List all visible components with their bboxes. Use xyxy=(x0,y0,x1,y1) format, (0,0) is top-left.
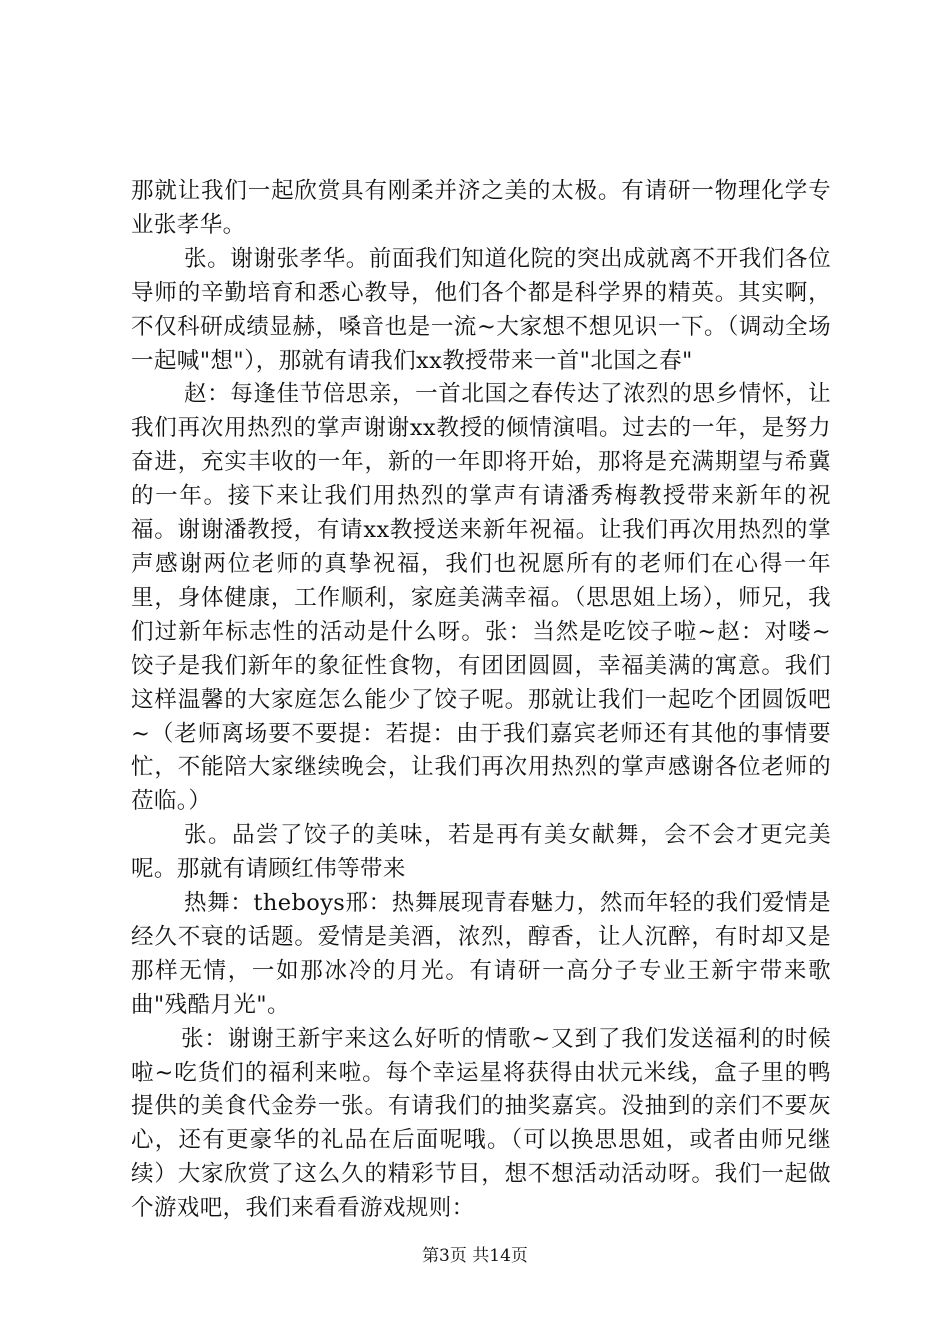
document-body xyxy=(131,175,831,1226)
paragraph-4: 张。品尝了饺子的美味，若是再有美女献舞，会不会才更完美呢。那就有请顾红伟等带来 xyxy=(131,822,831,883)
paragraph-3: 赵：每逢佳节倍思亲，一首北国之春传达了浓烈的思乡情怀，让我们再次用热烈的掌声谢谢xx教授的倾情演唱。过去的一年，是努力奋进，充实丰收的一年，新的一年即将开始，那将是充满期望与希冀的一年。接下来让我们用热烈的掌声有请潘秀梅教授带来新年的祝福。谢谢潘教授，有请xx教授送来新年祝福。让我们再次用热烈的掌声感谢两位老师的真挚祝福，我们也祝愿所有的老师们在心得一年里，身体健康，工作顺利，家庭美满幸福。（思思姐上场），师兄，我们过新年标志性的活动是什么呀。张：当然是吃饺子啦~赵：对喽~饺子是我们新年的象征性食物，有团团圆圆，幸福美满的寓意。我们这样温馨的大家庭怎么能少了饺子呢。那就让我们一起吃个团圆饭吧~（老师离场要不要提：若提：由于我们嘉宾老师还有其他的事情要忙，不能陪大家继续晚会，让我们再次用热烈的掌声感谢各位老师的莅临。） xyxy=(131,381,831,815)
paragraph-2: 张。谢谢张孝华。前面我们知道化院的突出成就离不开我们各位导师的辛勤培育和悉心教导，他们各个都是科学界的精英。其实啊，不仅科研成绩显赫，嗓音也是一流~大家想不想见识一下。（调动全场一起喊"想"），那就有请我们xx教授带来一首"北国之春" xyxy=(131,245,831,374)
page-footer: 第3页 共14页 xyxy=(422,1246,528,1266)
paragraph-5: 热舞：theboys邢：热舞展现青春魅力，然而年轻的我们爱情是经久不衰的话题。爱情是美酒，浓烈，醇香，让人沉醉，有时却又是那样无情，一如那冰冷的月光。有请研一高分子专业王新宇带来歌曲"残酷月光"。 xyxy=(131,890,831,1018)
paragraph-1: 那就让我们一起欣赏具有刚柔并济之美的太极。有请研一物理化学专业张孝华。 xyxy=(131,178,831,238)
paragraph-6: 张：谢谢王新宇来这么好听的情歌~又到了我们发送福利的时候啦~吃货们的福利来啦。每个幸运星将获得由状元米线，盒子里的鸭提供的美食代金券一张。有请我们的抽奖嘉宾。没抽到的亲们不要灰心，还有更豪华的礼品在后面呢哦。（可以换思思姐，或者由师兄继续）大家欣赏了这么久的精彩节目，想不想活动活动呀。我们一起做个游戏吧，我们来看看游戏规则： xyxy=(131,1025,831,1222)
